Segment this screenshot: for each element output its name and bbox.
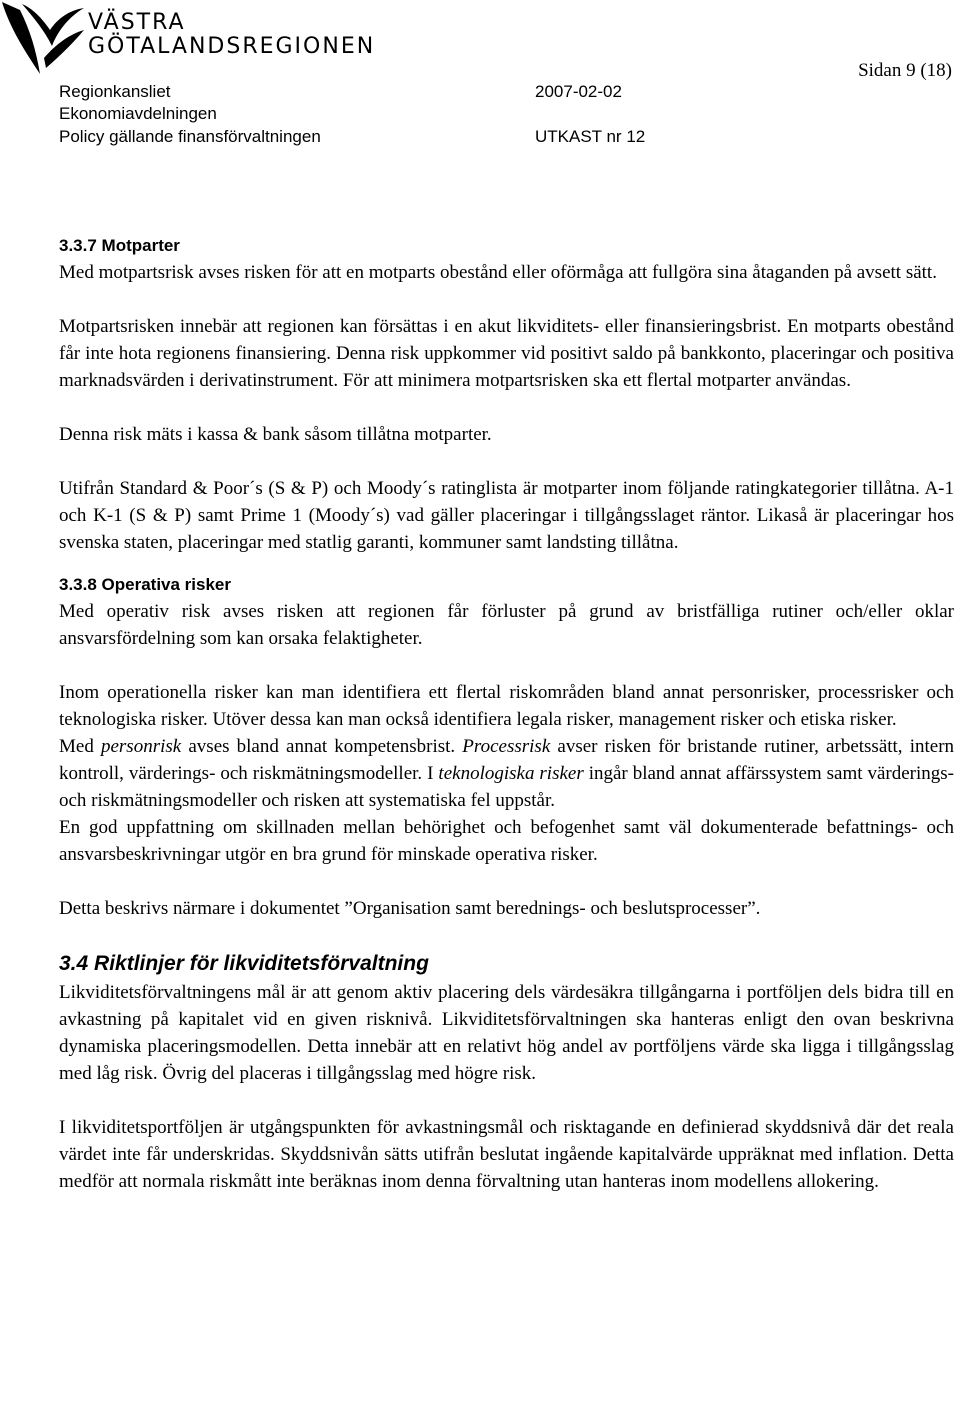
vgr-logo <box>0 0 380 80</box>
header-department: Regionkansliet <box>59 82 171 101</box>
paragraph-risk-types: Med personrisk avses bland annat kompetensbrist. Processrisk avser risken för bristande rutiner, arbetssätt, intern kontroll, värderings- och riskmätningsmodeller. I teknologiska risker ingår bland annat affärssystem samt värderings- och riskmätningsmodeller och risken att systematiska fel uppstår. <box>59 736 955 811</box>
header-division: Ekonomiavdelningen <box>59 104 217 123</box>
document-body <box>59 233 954 1195</box>
term-processrisk: Processrisk <box>462 736 551 757</box>
logo-text-line1: VÄSTRA <box>88 10 186 35</box>
paragraph: Med operativ risk avses risken att regionen får förluster på grund av bristfälliga rutiner och/eller oklar ansvarsfördelning som kan orsaka felaktigheter. <box>59 601 954 649</box>
paragraph: I likviditetsportföljen är utgångspunkten för avkastningsmål och risktagande en definierad skyddsnivå där det reala värdet inte får underskridas. Skyddsnivån sätts utifrån beslutat ingående kapitalvärde uppräknat med inflation. Detta medför att normala riskmått inte beräknas inom denna förvaltning utan hanteras inom modellens allokering. <box>59 1117 954 1192</box>
paragraph: En god uppfattning om skillnaden mellan behörighet och befogenhet samt väl dokumenterade befattnings- och ansvarsbeskrivningar utgör en bra grund för minskade operativa risker. <box>59 817 954 865</box>
header-document-title: Policy gällande finansförvaltningen <box>59 127 321 146</box>
term-teknologiska-risker: teknologiska risker <box>438 763 584 784</box>
page-number: Sidan 9 (18) <box>858 60 952 81</box>
header-date: 2007-02-02 <box>535 82 622 101</box>
paragraph: Inom operationella risker kan man identifiera ett flertal riskområden bland annat personrisker, processrisker och teknologiska risker. Utöver dessa kan man också identifiera legala risker, management risker och etiska risker. <box>59 682 954 730</box>
vgr-logo-icon <box>0 0 86 78</box>
paragraph: Utifrån Standard & Poor´s (S & P) och Moody´s ratinglista är motparter inom följande ratingkategorier tillåtna. A-1 och K-1 (S & P) samt Prime 1 (Moody´s) vad gäller placeringar i tillgångsslaget räntor. Likaså är placeringar hos svenska staten, placeringar med statlig garanti, kommuner samt landsting tillåtna. <box>59 478 954 553</box>
logo-text-line2: GÖTALANDSREGIONEN <box>88 34 376 59</box>
header-draft-number: UTKAST nr 12 <box>535 127 646 146</box>
paragraph: Motpartsrisken innebär att regionen kan försättas i en akut likviditets- eller finansieringsbrist. En motparts obestånd får inte hota regionens finansiering. Denna risk uppkommer vid positivt saldo på bankkonto, placeringar och positiva marknadsvärden i derivatinstrument. För att minimera motpartsrisken ska ett flertal motparter användas. <box>59 316 954 391</box>
heading-3-3-7: 3.3.7 Motparter <box>59 236 180 255</box>
paragraph: Likviditetsförvaltningens mål är att genom aktiv placering dels värdesäkra tillgångarna i portföljen dels bidra till en avkastning på kapitalet vid en given risknivå. Likviditetsförvaltningen ska hanteras enligt den ovan beskrivna dynamiska placeringsmodellen. Detta innebär att en relativt hög andel av portföljens värde ska ligga i tillgångsslag med låg risk. Övrig del placeras i tillgångsslag med högre risk. <box>59 982 954 1084</box>
paragraph: Detta beskrivs närmare i dokumentet ”Organisation samt berednings- och beslutsprocesser”. <box>59 898 761 919</box>
heading-3-4: 3.4 Riktlinjer för likviditetsförvaltning <box>59 952 429 975</box>
term-personrisk: personrisk <box>100 736 182 757</box>
paragraph: Med motpartsrisk avses risken för att en motparts obestånd eller oförmåga att fullgöra sina åtaganden på avsett sätt. <box>59 262 937 283</box>
paragraph: Denna risk mäts i kassa & bank såsom tillåtna motparter. <box>59 424 492 445</box>
heading-3-3-8: 3.3.8 Operativa risker <box>59 575 232 594</box>
